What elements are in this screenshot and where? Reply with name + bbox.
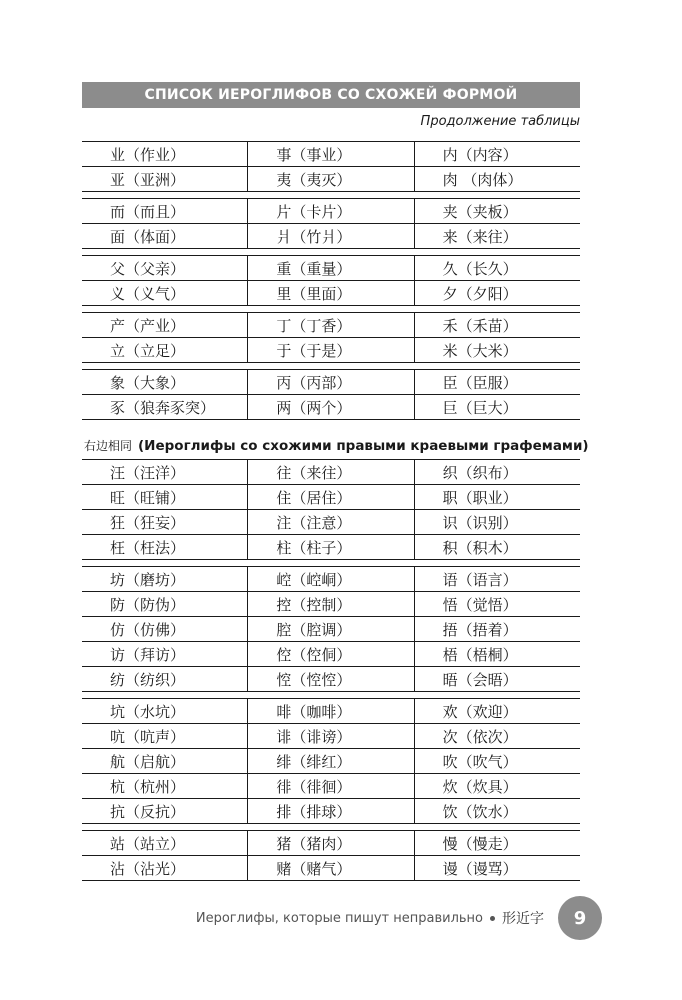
- table-row: [82, 255, 580, 281]
- table-group: [82, 369, 580, 420]
- table-cell: 夷（夷灭）: [247, 167, 413, 191]
- table-cell: 业（作业）: [110, 145, 186, 164]
- table-cell: 职（职业）: [414, 485, 580, 509]
- table-cell: 欢（欢迎）: [414, 699, 580, 723]
- table-cell: 事（事业）: [247, 142, 413, 166]
- table-cell: 禾（禾苗）: [414, 313, 580, 337]
- table-cell: 控（控制）: [247, 592, 413, 616]
- table-cell: 捂（捂着）: [414, 617, 580, 641]
- table-group: [82, 141, 580, 192]
- table-row: [82, 198, 580, 224]
- table-cell: 重（重量）: [247, 256, 413, 280]
- table-row: [82, 485, 580, 510]
- page-number-badge: [558, 896, 602, 940]
- table-cell: 内（内容）: [414, 142, 580, 166]
- table-cell: 悟（觉悟）: [414, 592, 580, 616]
- table-row: [82, 535, 580, 560]
- footer-text: Иероглифы, которые пишут неправильно: [195, 910, 483, 926]
- table-cell: 防（防伪）: [110, 595, 186, 614]
- table-cell: 抗（反抗）: [110, 802, 186, 821]
- table-cell: 腔（腔调）: [247, 617, 413, 641]
- table-row: [82, 459, 580, 485]
- table-group: [82, 830, 580, 881]
- table-cell: 绯（绯红）: [247, 749, 413, 773]
- section-title: [84, 437, 589, 454]
- table-cell: 饮（饮水）: [414, 799, 580, 823]
- table-row: [82, 224, 580, 249]
- bullet-icon: [490, 916, 495, 921]
- table-group: [82, 312, 580, 363]
- table-cell: 爿（竹爿）: [247, 224, 413, 248]
- page-number: 9: [573, 907, 587, 929]
- table-cell: 积（积木）: [414, 535, 580, 559]
- table-row: [82, 281, 580, 306]
- table-cell: 站（站立）: [110, 834, 186, 853]
- table-row: [82, 167, 580, 192]
- table-cell: 旺（旺铺）: [110, 488, 186, 507]
- table-row: [82, 642, 580, 667]
- table-cell: 而（而且）: [110, 202, 186, 221]
- footer-running-title: [196, 908, 544, 928]
- table-cell: 里（里面）: [247, 281, 413, 305]
- table-row: [82, 592, 580, 617]
- table-header-bar: [82, 82, 580, 108]
- table-cell: 丁（丁香）: [247, 313, 413, 337]
- table-cell: 狂（狂妄）: [110, 513, 186, 532]
- table-cell: 语（语言）: [414, 567, 580, 591]
- table-row: [82, 369, 580, 395]
- character-table-1: [82, 141, 580, 426]
- section-cn-label: 右边相同: [84, 439, 133, 453]
- table-cell: 往（来往）: [247, 460, 413, 484]
- table-cell: 吹（吹气）: [414, 749, 580, 773]
- table-cell: 住（居住）: [247, 485, 413, 509]
- table-row: [82, 856, 580, 881]
- table-row: [82, 667, 580, 692]
- table-row: [82, 724, 580, 749]
- table-cell: 炊（炊具）: [414, 774, 580, 798]
- table-group: [82, 198, 580, 249]
- table-row: [82, 774, 580, 799]
- table-cell: 久（长久）: [414, 256, 580, 280]
- table-row: [82, 799, 580, 824]
- table-row: [82, 830, 580, 856]
- table-cell: 猪（猪肉）: [247, 831, 413, 855]
- table-cell: 来（来往）: [414, 224, 580, 248]
- table-cell: 徘（徘徊）: [247, 774, 413, 798]
- table-cell: 慢（慢走）: [414, 831, 580, 855]
- table-cell: 枉（枉法）: [110, 538, 186, 557]
- table-cell: 赌（赌气）: [247, 856, 413, 880]
- table-row: [82, 566, 580, 592]
- table-row: [82, 698, 580, 724]
- table-row: [82, 510, 580, 535]
- page-title: СПИСОК ИЕРОГЛИФОВ СО СХОЖЕЙ ФОРМОЙ: [144, 87, 518, 103]
- table-cell: 梧（梧桐）: [414, 642, 580, 666]
- table-cell: 夹（夹板）: [414, 199, 580, 223]
- table-cell: 访（拜访）: [110, 645, 186, 664]
- table-cell: 义（义气）: [110, 284, 186, 303]
- table-row: [82, 617, 580, 642]
- table-cell: 杭（杭州）: [110, 777, 186, 796]
- table-cell: 航（启航）: [110, 752, 186, 771]
- table-cell: 崆（崆峒）: [247, 567, 413, 591]
- table-cell: 柱（柱子）: [247, 535, 413, 559]
- table-row: [82, 395, 580, 420]
- table-cell: 啡（咖啡）: [247, 699, 413, 723]
- table-cell: 巨（巨大）: [414, 395, 580, 419]
- table-cell: 片（卡片）: [247, 199, 413, 223]
- table-cell: 诽（诽谤）: [247, 724, 413, 748]
- table-cell: 谩（谩骂）: [414, 856, 580, 880]
- table-cell: 亚（亚洲）: [110, 170, 186, 189]
- table-group: [82, 255, 580, 306]
- table-cell: 父（父亲）: [110, 259, 186, 278]
- table-cell: 汪（汪洋）: [110, 463, 186, 482]
- table-row: [82, 141, 580, 167]
- table-cell: 次（依次）: [414, 724, 580, 748]
- table-cell: 坑（水坑）: [110, 702, 186, 721]
- table-group: [82, 566, 580, 692]
- table-cell: 吭（吭声）: [110, 727, 186, 746]
- table-cell: 注（注意）: [247, 510, 413, 534]
- table-cell: 识（识别）: [414, 510, 580, 534]
- table-cell: 悾（悾悾）: [247, 667, 413, 691]
- table-cell: 倥（倥侗）: [247, 642, 413, 666]
- table-cell: 两（两个）: [247, 395, 413, 419]
- table-row: [82, 312, 580, 338]
- table-cell: 立（立足）: [110, 341, 186, 360]
- table-group: [82, 459, 580, 560]
- table-cell: 纺（纺织）: [110, 670, 186, 689]
- table-cell: 织（织布）: [414, 460, 580, 484]
- table-cell: 肉 （肉体）: [414, 167, 580, 191]
- table-cell: 面（体面）: [110, 227, 186, 246]
- table-cell: 夕（夕阳）: [414, 281, 580, 305]
- continuation-note: Продолжение таблицы: [420, 114, 580, 129]
- page-footer: [0, 896, 682, 940]
- table-cell: 豕（狼奔豕突）: [110, 398, 216, 417]
- table-cell: 仿（仿佛）: [110, 620, 186, 639]
- table-cell: 产（产业）: [110, 316, 186, 335]
- table-row: [82, 338, 580, 363]
- table-group: [82, 698, 580, 824]
- section-ru-title: (Иероглифы со схожими правыми краевыми графемами): [138, 438, 589, 454]
- table-cell: 晤（会晤）: [414, 667, 580, 691]
- table-row: [82, 749, 580, 774]
- table-cell: 排（排球）: [247, 799, 413, 823]
- footer-cn: 形近字: [502, 911, 544, 927]
- table-cell: 坊（磨坊）: [110, 570, 186, 589]
- table-cell: 于（于是）: [247, 338, 413, 362]
- table-cell: 丙（丙部）: [247, 370, 413, 394]
- table-cell: 臣（臣服）: [414, 370, 580, 394]
- table-cell: 沾（沾光）: [110, 859, 186, 878]
- table-cell: 米（大米）: [414, 338, 580, 362]
- character-table-2: [82, 459, 580, 887]
- table-cell: 象（大象）: [110, 373, 186, 392]
